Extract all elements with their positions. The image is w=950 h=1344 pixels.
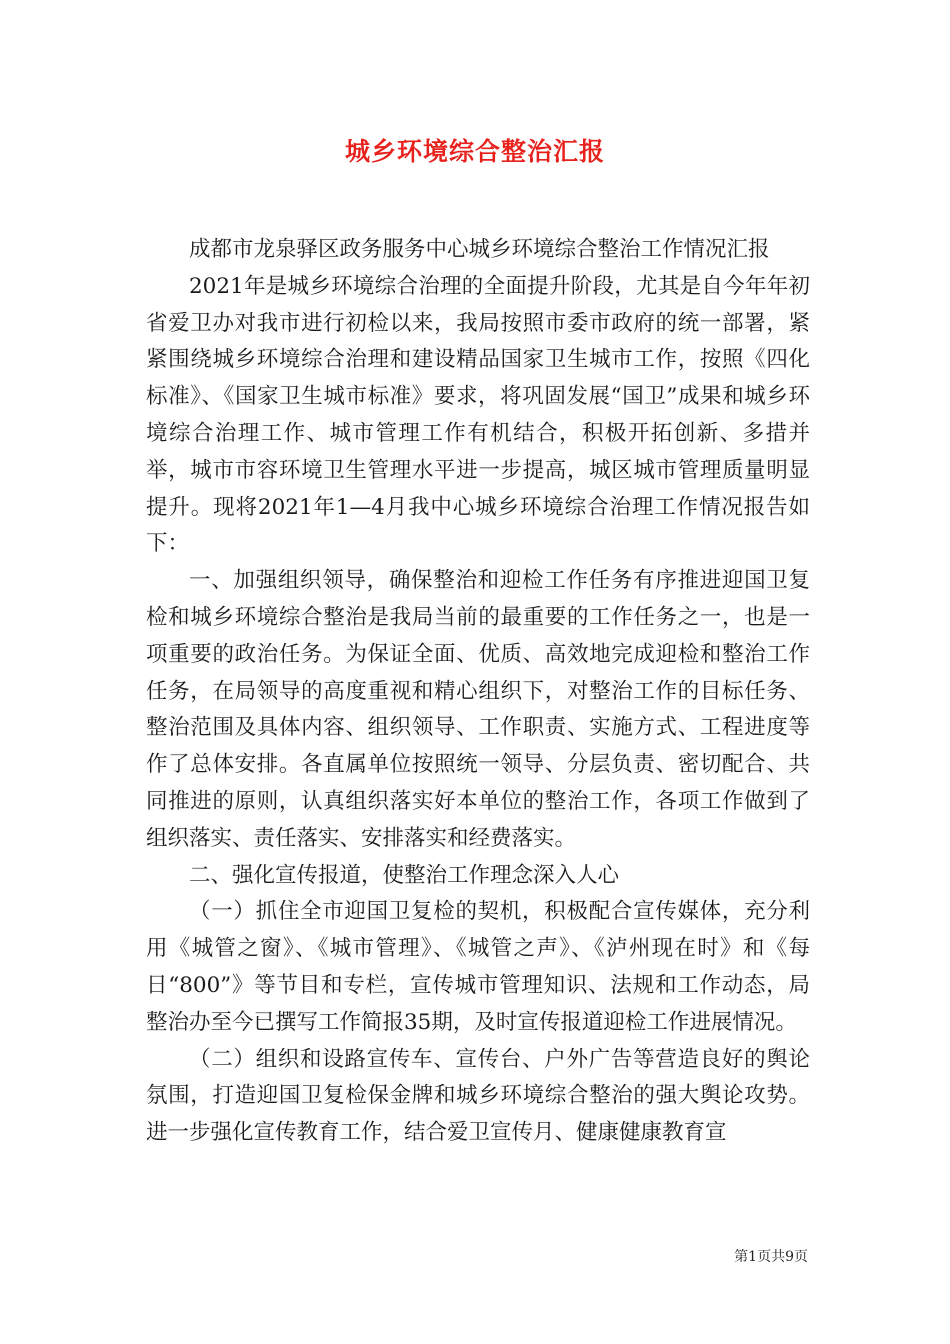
paragraph-section-2-item-1: （一）抓住全市迎国卫复检的契机，积极配合宣传媒体，充分利用《城管之窗》、《城市管理》、《城管之声》、《泸州现在时》和《每日“800”》等节目和专栏，宣传城市管理知识、法规和工作动态，局整治办至今已撰写工作简报35期，及时宣传报道迎检工作进展情况。: [146, 899, 810, 1035]
paragraph-section-1: 一、加强组织领导，确保整治和迎检工作任务有序推进迎国卫复检和城乡环境综合整治是我局当前的最重要的工作任务之一，也是一项重要的政治任务。为保证全面、优质、高效地完成迎检和整治工作任务，在局领导的高度重视和精心组织下，对整治工作的目标任务、整治范围及具体内容、组织领导、工作职责、实施方式、工程进度等作了总体安排。各直属单位按照统一领导、分层负责、密切配合、共同推进的原则，认真组织落实好本单位的整治工作，各项工作做到了组织落实、责任落实、安排落实和经费落实。: [146, 568, 810, 851]
document-body: [146, 232, 810, 1152]
page-number: 第1页共9页: [734, 1249, 808, 1265]
document-title: 城乡环境综合整治汇报: [344, 137, 605, 166]
paragraph-section-2-item-2: （二）组织和设路宣传车、宣传台、户外广告等营造良好的舆论氛围，打造迎国卫复检保金牌和城乡环境综合整治的强大舆论攻势。进一步强化宣传教育工作，结合爱卫宣传月、健康健康教育宣: [146, 1046, 810, 1146]
paragraph-section-2-heading: 二、强化宣传报道，使整治工作理念深入人心: [189, 862, 620, 888]
paragraph-intro: 2021年是城乡环境综合治理的全面提升阶段，尤其是自今年年初省爱卫办对我市进行初检以来，我局按照市委市政府的统一部署，紧紧围绕城乡环境综合治理和建设精品国家卫生城市工作，按照《四化标准》、《国家卫生城市标准》要求，将巩固发展“国卫”成果和城乡环境综合治理工作、城市管理工作有机结合，积极开拓创新、多措并举，城市市容环境卫生管理水平进一步提高，城区城市管理质量明显提升。现将2021年1—4月我中心城乡环境综合治理工作情况报告如下：: [146, 273, 810, 557]
paragraph-heading-line: 成都市龙泉驿区政务服务中心城乡环境综合整治工作情况汇报: [189, 237, 770, 262]
